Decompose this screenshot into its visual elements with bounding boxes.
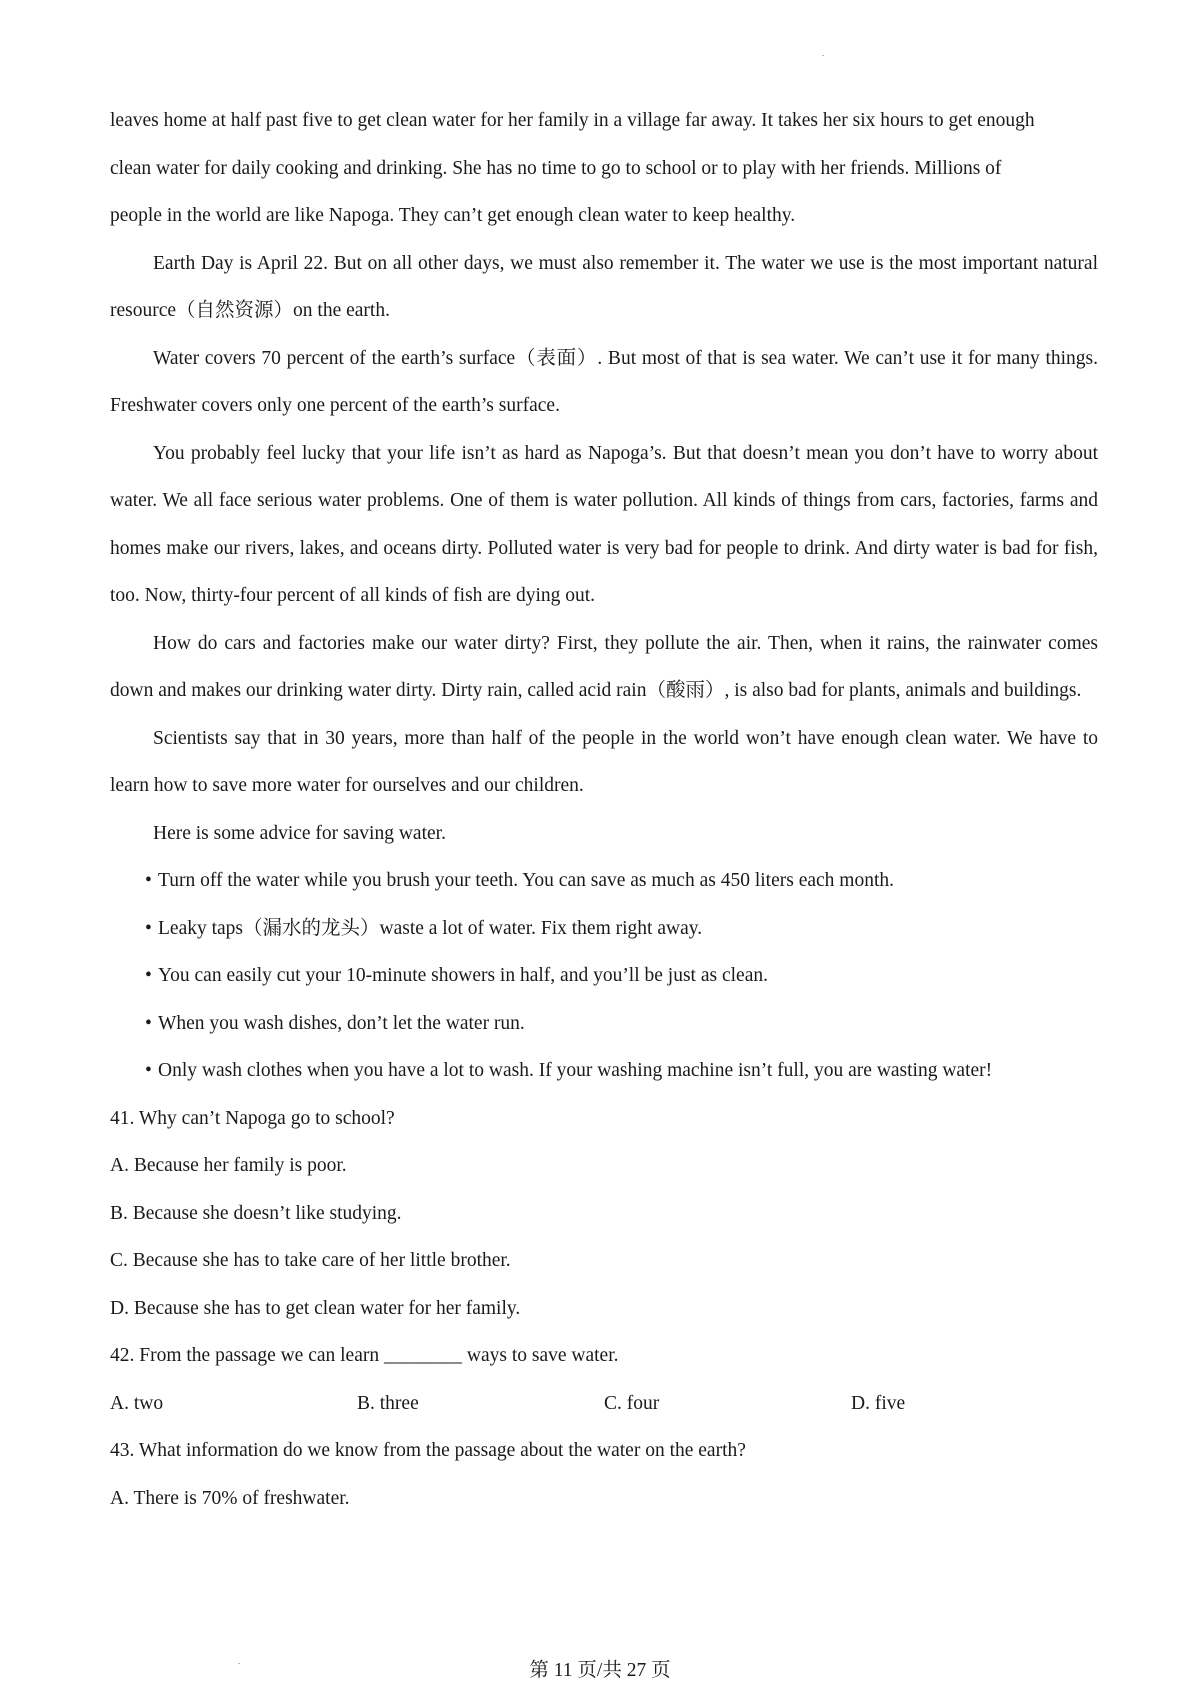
option-a: A. There is 70% of freshwater. <box>110 1487 350 1509</box>
advice-list <box>110 857 1098 1095</box>
passage-paragraph: How do cars and factories make our water dirty? First, they pollute the air. Then, when it rains, the rainwater comes down and makes our drinking water dirty. Dirty rain, called acid rain（酸雨）, is also bad for plants, animals and buildings. <box>110 632 1098 701</box>
advice-item <box>110 1000 1098 1048</box>
reading-passage <box>110 97 1098 1095</box>
bullet-icon: • <box>145 965 152 986</box>
option-c: C. Because she has to take care of her little brother. <box>110 1250 511 1271</box>
advice-text: Turn off the water while you brush your teeth. You can save as much as 450 liters each month. <box>158 870 894 891</box>
option-a: A. Because her family is poor. <box>110 1155 347 1176</box>
question-stem: 43. What information do we know from the passage about the water on the earth? <box>110 1440 746 1461</box>
scan-speck-top <box>822 55 824 56</box>
passage-paragraph: Earth Day is April 22. But on all other days, we must also remember it. The water we use is the most important natural resource（自然资源）on the earth. <box>110 252 1098 321</box>
option-d: D. Because she has to get clean water for her family. <box>110 1297 521 1319</box>
passage-line: leaves home at half past five to get clean water for her family in a village far away. It takes her six hours to get enough <box>110 110 1035 131</box>
option-b: B. three <box>357 1392 419 1414</box>
advice-text: Only wash clothes when you have a lot to wash. If your washing machine isn’t full, you are wasting water! <box>158 1060 993 1081</box>
passage-paragraph: You probably feel lucky that your life isn’t as hard as Napoga’s. But that doesn’t mean you don’t have to worry about water. We all face serious water problems. One of them is water pollution. All kinds of things from cars, factories, farms and homes make our rivers, lakes, and oceans dirty. Polluted water is very bad for people to drink. And dirty water is bad for fish, too. Now, thirty-four percent of all kinds of fish are dying out. <box>110 442 1098 606</box>
advice-item <box>110 1047 1098 1095</box>
question-42 <box>110 1332 1098 1427</box>
option-row <box>110 1380 1098 1428</box>
bullet-icon: • <box>145 1012 152 1034</box>
passage-line: people in the world are like Napoga. They can’t get enough clean water to keep healthy. <box>110 205 796 226</box>
page-number-footer: 第 11 页/共 27 页 <box>529 1660 671 1681</box>
option-c: C. four <box>604 1392 660 1414</box>
question-41 <box>110 1095 1098 1333</box>
bullet-icon: • <box>145 870 152 891</box>
advice-item <box>110 857 1098 905</box>
advice-text: When you wash dishes, don’t let the water run. <box>158 1012 525 1034</box>
bullet-icon: • <box>145 1060 152 1081</box>
option-b: B. Because she doesn’t like studying. <box>110 1202 402 1224</box>
advice-item <box>110 952 1098 1000</box>
passage-paragraph: Here is some advice for saving water. <box>153 822 446 844</box>
bullet-icon: • <box>145 917 152 939</box>
option-a: A. two <box>110 1392 164 1414</box>
document-page <box>110 97 1098 1522</box>
question-stem: 42. From the passage we can learn ________ ways to save water. <box>110 1345 619 1366</box>
question-stem: 41. Why can’t Napoga go to school? <box>110 1107 395 1129</box>
advice-text: You can easily cut your 10-minute showers in half, and you’ll be just as clean. <box>158 965 768 986</box>
passage-paragraph: Scientists say that in 30 years, more than half of the people in the world won’t have enough clean water. We have to learn how to save more water for ourselves and our children. <box>110 727 1098 796</box>
advice-text: Leaky taps（漏水的龙头）waste a lot of water. Fix them right away. <box>158 917 703 939</box>
question-43 <box>110 1427 1098 1522</box>
passage-line: clean water for daily cooking and drinking. She has no time to go to school or to play with her friends. Millions of <box>110 157 1002 179</box>
option-d: D. five <box>851 1392 906 1414</box>
passage-paragraph: Water covers 70 percent of the earth’s surface（表面）. But most of that is sea water. We can’t use it for many things. Freshwater covers only one percent of the earth’s surface. <box>110 347 1098 416</box>
advice-item <box>110 905 1098 953</box>
